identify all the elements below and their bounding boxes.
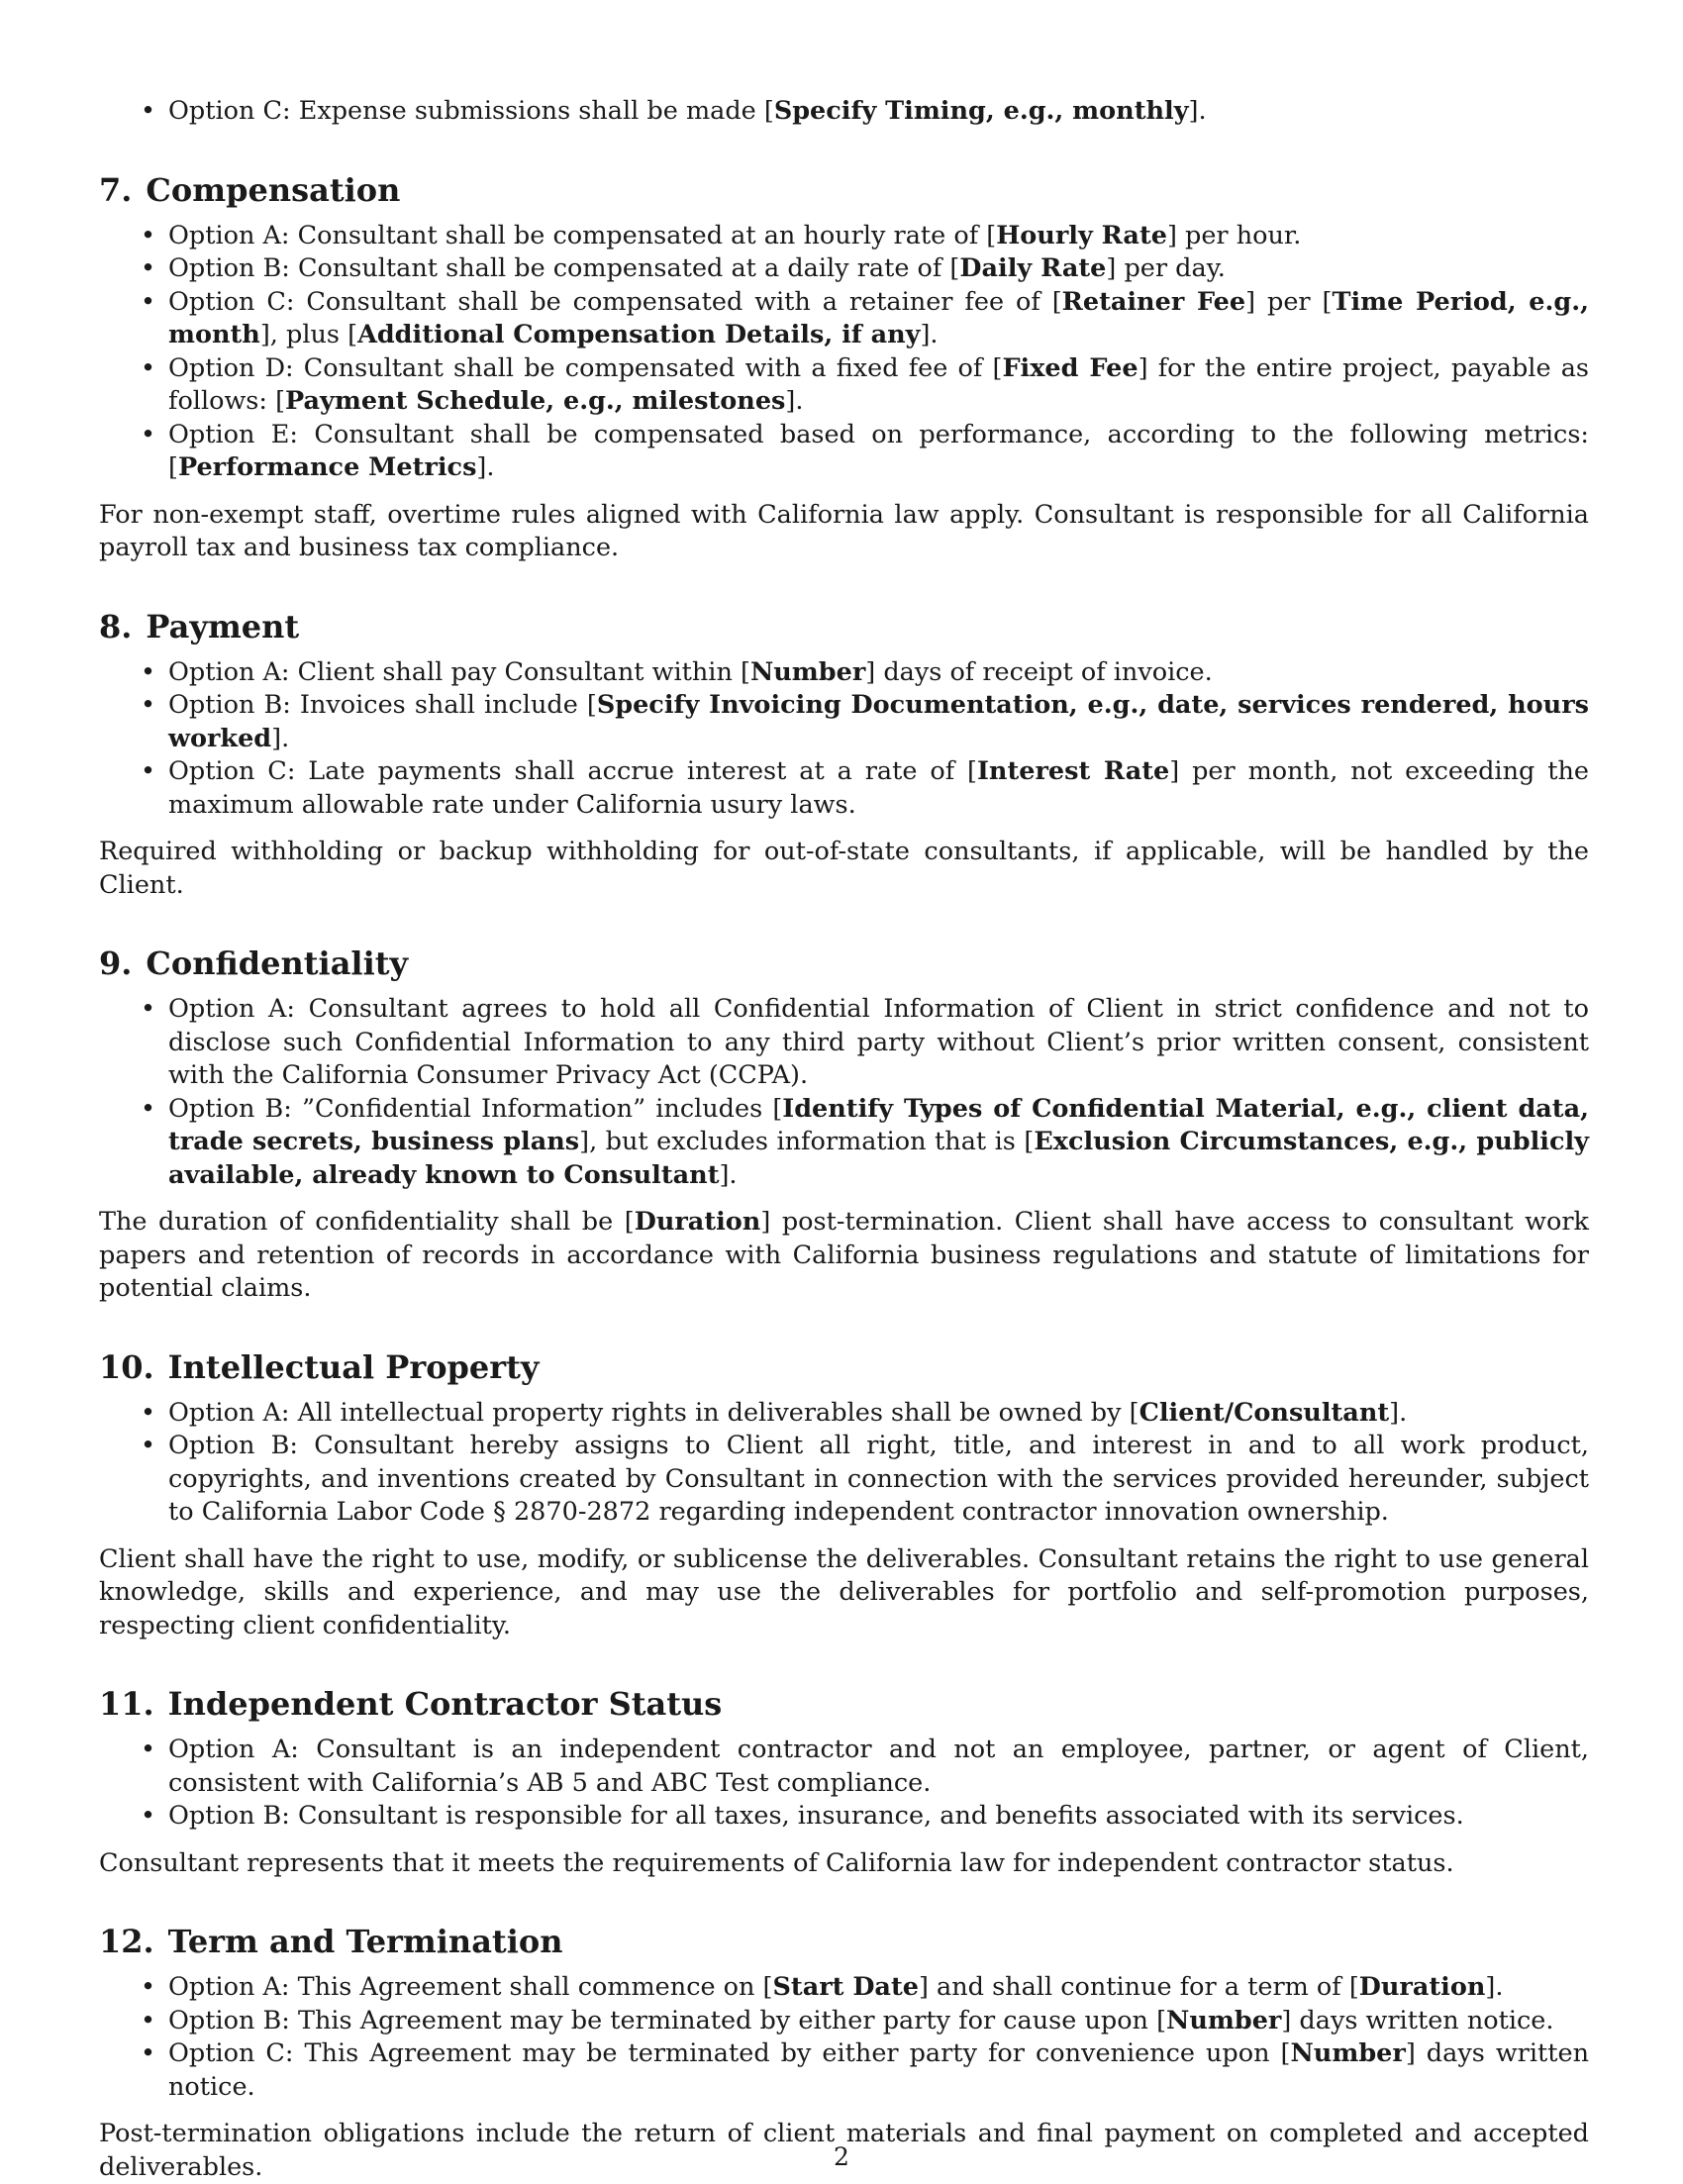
text-run: Option A: Client shall pay Consultant within [ (168, 657, 750, 687)
section-heading (99, 943, 1589, 983)
placeholder-field: Retainer Fee (1062, 287, 1245, 317)
list-item (99, 1734, 1589, 1800)
text-run: Option B: Consultant shall be compensated at a daily rate of [ (168, 253, 959, 283)
list-item (99, 95, 1589, 129)
text-run: Option B: Invoices shall include [ (168, 690, 597, 720)
text-run: ] for the entire project, payable as follows: [ (168, 353, 1589, 417)
text-run: ] per [ (1245, 287, 1332, 317)
placeholder-field: Hourly Rate (996, 221, 1167, 250)
list-item (99, 1397, 1589, 1431)
text-run: Option B: Consultant hereby assigns to Client all right, title, and interest in and to all work product, copyrights, and inventions created by Consultant in connection with the services provided hereunder, subject to California Labor Code § 2870-2872 regarding independent contractor innovation ownership. (168, 1431, 1589, 1527)
section-number: 11. (99, 1685, 154, 1723)
placeholder-field: Specify Timing, e.g., monthly (774, 96, 1189, 126)
section-heading (99, 1347, 1589, 1387)
section-paragraph (99, 499, 1589, 565)
placeholder-field: Number (1166, 2006, 1281, 2035)
text-run: ] post-termination. Client shall have access to consultant work papers and retention of records in accordance with California business regulations and statute of limitations for potential claims. (99, 1207, 1589, 1303)
document-page (99, 95, 1589, 2184)
text-run: Option A: This Agreement shall commence on [ (168, 1972, 773, 2002)
text-run: Consultant represents that it meets the requirements of California law for independent contractor status. (99, 1848, 1454, 1878)
placeholder-field: Identify Types of Confidential Material, e.g., client data, trade secrets, business plans (168, 1094, 1589, 1157)
section-heading (99, 1684, 1589, 1724)
list-item (99, 656, 1589, 690)
text-run: ], but excludes information that is [ (579, 1127, 1034, 1156)
placeholder-field: Duration (1359, 1972, 1486, 2002)
text-run: Option E: Consultant shall be compensated based on performance, according to the following metrics: [ (168, 420, 1589, 483)
placeholder-field: Performance Metrics (178, 452, 476, 482)
list-item (99, 1971, 1589, 2005)
text-run: ]. (1189, 96, 1207, 126)
list-item (99, 2037, 1589, 2104)
text-run: Option A: All intellectual property rights in deliverables shall be owned by [ (168, 1398, 1139, 1428)
placeholder-field: Fixed Fee (1002, 353, 1138, 383)
section (99, 1684, 1589, 1880)
list-item (99, 419, 1589, 485)
section-paragraph (99, 1206, 1589, 1306)
placeholder-field: Number (750, 657, 865, 687)
placeholder-field: Specify Invoicing Documentation, e.g., date, services rendered, hours worked (168, 690, 1589, 753)
option-list (99, 656, 1589, 823)
text-run: Option C: Consultant shall be compensated with a retainer fee of [ (168, 287, 1062, 317)
list-item (99, 1800, 1589, 1834)
list-item (99, 755, 1589, 822)
list-item (99, 286, 1589, 352)
text-run: Option A: Consultant agrees to hold all Confidential Information of Client in strict confidence and not to disclose such Confidential Information to any third party without Client’s prior written consent, consistent with the California Consumer Privacy Act (CCPA). (168, 994, 1589, 1090)
text-run: Option C: This Agreement may be terminated by either party for convenience upon [ (168, 2038, 1291, 2068)
text-run: ]. (476, 452, 494, 482)
section (99, 170, 1589, 565)
text-run: ] per day. (1106, 253, 1225, 283)
section-title: Term and Termination (168, 1923, 563, 1960)
text-run: ] days of receipt of invoice. (865, 657, 1212, 687)
option-list (99, 220, 1589, 485)
section-title: Confidentiality (146, 944, 408, 982)
placeholder-field: Daily Rate (959, 253, 1106, 283)
text-run: Required withholding or backup withholding for out-of-state consultants, if applicable, will be handled by the Client. (99, 837, 1589, 900)
carryover-list (99, 95, 1589, 129)
section-paragraph (99, 1847, 1589, 1881)
placeholder-field: Start Date (773, 1972, 919, 2002)
text-run: ] days written notice. (168, 2038, 1589, 2102)
section-title: Payment (146, 608, 299, 645)
text-run: ] days written notice. (1281, 2006, 1553, 2035)
placeholder-field: Duration (635, 1207, 761, 1237)
text-run: ] and shall continue for a term of [ (919, 1972, 1359, 2002)
list-item (99, 689, 1589, 755)
option-list (99, 1971, 1589, 2104)
list-item (99, 2005, 1589, 2038)
section-heading (99, 170, 1589, 210)
text-run: Option C: Late payments shall accrue interest at a rate of [ (168, 756, 977, 786)
option-list (99, 993, 1589, 1192)
section-number: 8. (99, 608, 132, 645)
option-list (99, 1397, 1589, 1530)
placeholder-field: Number (1291, 2038, 1406, 2068)
list-item (99, 352, 1589, 419)
list-item (99, 220, 1589, 253)
section-title: Compensation (146, 171, 400, 209)
text-run: ], plus [ (260, 320, 357, 349)
text-run: Option D: Consultant shall be compensated with a fixed fee of [ (168, 353, 1002, 383)
placeholder-field: Client/Consultant (1139, 1398, 1390, 1428)
text-run: ] per hour. (1167, 221, 1301, 250)
placeholder-field: Exclusion Circumstances, e.g., publicly available, already known to Consultant (168, 1127, 1589, 1190)
section (99, 607, 1589, 903)
section-paragraph (99, 836, 1589, 902)
text-run: Option B: Consultant is responsible for all taxes, insurance, and benefits associated with its services. (168, 1801, 1464, 1831)
section-number: 10. (99, 1348, 154, 1386)
sections-container (99, 170, 1589, 2184)
text-run: Post-termination obligations include the return of client materials and final payment on completed and accepted deliverables. (99, 2119, 1589, 2182)
placeholder-field: Payment Schedule, e.g., milestones (285, 386, 785, 416)
section-title: Intellectual Property (168, 1348, 540, 1386)
section-paragraph (99, 1543, 1589, 1643)
section-number: 12. (99, 1923, 154, 1960)
text-run: ]. (1485, 1972, 1503, 2002)
text-run: For non-exempt staff, overtime rules aligned with California law apply. Consultant is responsible for all California payroll tax and business tax compliance. (99, 500, 1589, 563)
text-run: Option A: Consultant is an independent contractor and not an employee, partner, or agent of Client, consistent with California’s AB 5 and ABC Test compliance. (168, 1735, 1589, 1798)
section-title: Independent Contractor Status (168, 1685, 723, 1723)
section-number: 9. (99, 944, 132, 982)
list-item (99, 1430, 1589, 1530)
page-number: 2 (0, 2142, 1683, 2172)
text-run: ]. (1389, 1398, 1407, 1428)
text-run: Option B: This Agreement may be terminated by either party for cause upon [ (168, 2006, 1166, 2035)
text-run: Option B: ”Confidential Information” includes [ (168, 1094, 782, 1124)
placeholder-field: Interest Rate (977, 756, 1169, 786)
placeholder-field: Additional Compensation Details, if any (357, 320, 920, 349)
list-item (99, 1093, 1589, 1193)
text-run: ]. (785, 386, 803, 416)
text-run: Option A: Consultant shall be compensated at an hourly rate of [ (168, 221, 996, 250)
text-run: The duration of confidentiality shall be [ (99, 1207, 635, 1237)
text-run: Option C: Expense submissions shall be made [ (168, 96, 774, 126)
option-list (99, 1734, 1589, 1834)
section (99, 1347, 1589, 1643)
text-run: ]. (719, 1160, 737, 1190)
section-heading (99, 607, 1589, 646)
text-run: ] per month, not exceeding the maximum allowable rate under California usury laws. (168, 756, 1589, 820)
section (99, 943, 1589, 1306)
section-number: 7. (99, 171, 132, 209)
text-run: Client shall have the right to use, modify, or sublicense the deliverables. Consultant retains the right to use general knowledge, skills and experience, and may use the deliverables for portfolio and self-promotion purposes, respecting client confidentiality. (99, 1544, 1589, 1640)
list-item (99, 252, 1589, 286)
text-run: ]. (271, 724, 289, 753)
list-item (99, 993, 1589, 1093)
placeholder-field: Time Period, e.g., month (168, 287, 1589, 350)
text-run: ]. (920, 320, 938, 349)
section-heading (99, 1922, 1589, 1961)
